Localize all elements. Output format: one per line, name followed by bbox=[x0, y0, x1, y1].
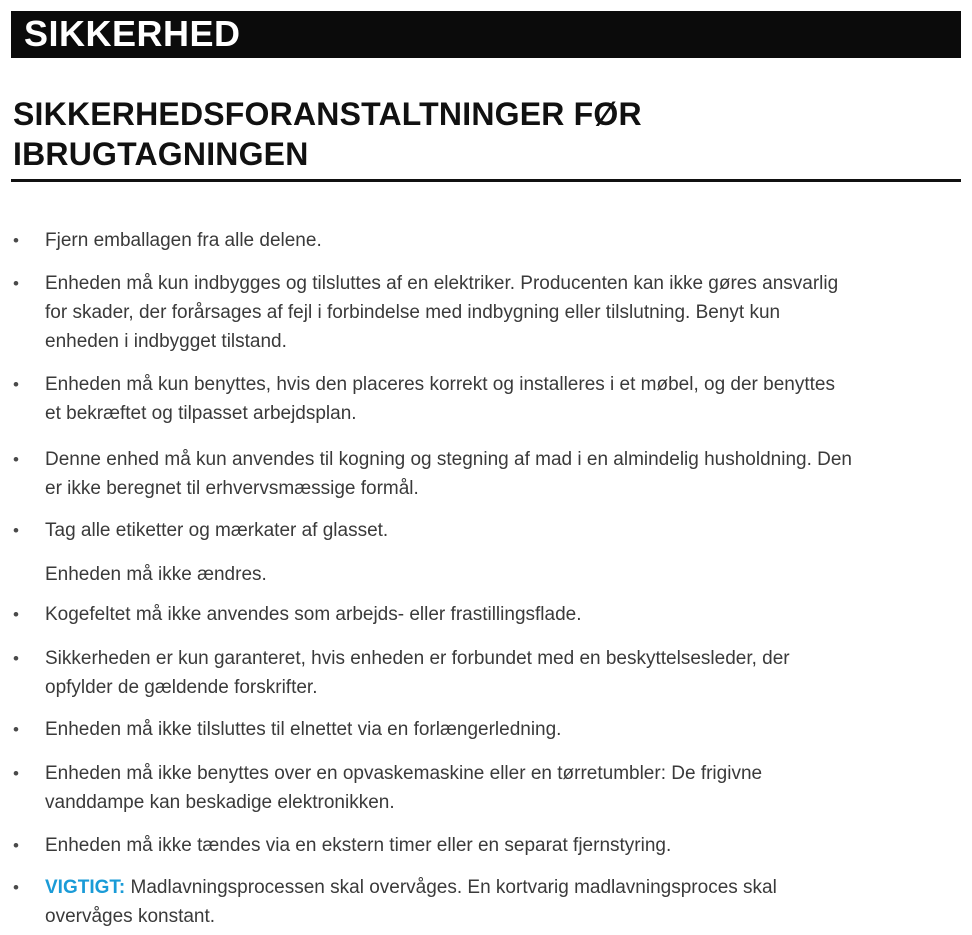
bullet-icon: • bbox=[13, 231, 19, 250]
list-item-line: enheden i indbygget tilstand. bbox=[45, 331, 287, 352]
list-item-text bbox=[45, 644, 945, 702]
bullet-icon: • bbox=[13, 521, 19, 540]
section-banner bbox=[11, 11, 961, 58]
bullet-icon: • bbox=[13, 274, 19, 293]
list-item-line: Enheden må kun benyttes, hvis den placeres korrekt og installeres i et møbel, og der benyttes bbox=[45, 374, 835, 395]
heading-line-2: IBRUGTAGNINGEN bbox=[13, 136, 309, 172]
list-item-text: Enheden må ikke tændes via en ekstern timer eller en separat fjernstyring. bbox=[45, 835, 672, 856]
list-item-text: Kogefeltet må ikke anvendes som arbejds- eller frastillingsflade. bbox=[45, 604, 582, 625]
section-title: SIKKERHED bbox=[24, 13, 241, 54]
list-item-line: for skader, der forårsages af fejl i forbindelse med indbygning eller tilslutning. Benyt kun bbox=[45, 302, 781, 323]
bullet-icon: • bbox=[13, 450, 19, 469]
list-item-line: Denne enhed må kun anvendes til kogning og stegning af mad i en almindelig husholdning. Den bbox=[45, 449, 852, 470]
bullet-icon: • bbox=[13, 375, 19, 394]
list-item-line: vanddampe kan beskadige elektronikken. bbox=[45, 792, 395, 813]
important-note-line: overvåges konstant. bbox=[45, 906, 216, 927]
list-item-text bbox=[45, 370, 945, 428]
list-item-text bbox=[45, 445, 945, 503]
list-item-text bbox=[45, 269, 945, 356]
list-item-line: et bekræftet og tilpasset arbejdsplan. bbox=[45, 403, 357, 424]
important-note-line bbox=[45, 873, 945, 902]
important-label: VIGTIGT: bbox=[45, 877, 126, 898]
important-text: Madlavningsprocessen skal overvåges. En kortvarig madlavningsproces skal bbox=[125, 877, 777, 898]
bullet-icon: • bbox=[13, 605, 19, 624]
list-item-line: opfylder de gældende forskrifter. bbox=[45, 677, 318, 698]
list-item-text: Enheden må ikke tilsluttes til elnettet via en forlængerledning. bbox=[45, 719, 562, 740]
list-item-text: Fjern emballagen fra alle delene. bbox=[45, 230, 322, 251]
important-note-text bbox=[45, 873, 945, 931]
bullet-icon: • bbox=[13, 764, 19, 783]
heading-divider bbox=[11, 179, 961, 182]
list-item-text bbox=[45, 759, 945, 817]
list-item-text: Enheden må ikke ændres. bbox=[45, 564, 267, 585]
list-item-line: Sikkerheden er kun garanteret, hvis enheden er forbundet med en beskyttelsesleder, der bbox=[45, 648, 790, 669]
list-item-line: Enheden må ikke benyttes over en opvaskemaskine eller en tørretumbler: De frigivne bbox=[45, 763, 763, 784]
page-heading bbox=[13, 94, 642, 174]
list-item-line: er ikke beregnet til erhvervsmæssige formål. bbox=[45, 478, 419, 499]
bullet-icon: • bbox=[13, 878, 19, 897]
list-item-text: Tag alle etiketter og mærkater af glasset. bbox=[45, 520, 389, 541]
bullet-icon: • bbox=[13, 836, 19, 855]
list-item-line: Enheden må kun indbygges og tilsluttes af en elektriker. Producenten kan ikke gøres ansvarlig bbox=[45, 273, 839, 294]
bullet-icon: • bbox=[13, 649, 19, 668]
bullet-icon: • bbox=[13, 720, 19, 739]
heading-line-1: SIKKERHEDSFORANSTALTNINGER FØR bbox=[13, 96, 642, 132]
